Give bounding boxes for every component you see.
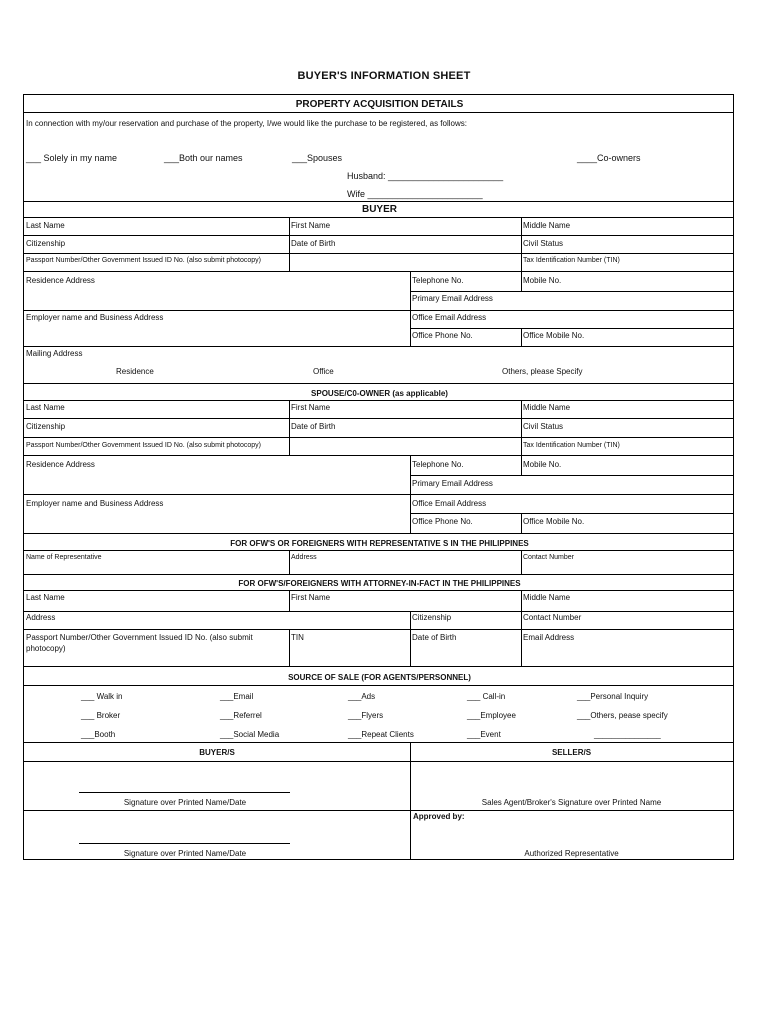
source-others-specify-field[interactable]: _______________	[594, 730, 661, 739]
spouse-office-mobile[interactable]: Office Mobile No.	[523, 517, 585, 526]
buyer-civil-status[interactable]: Civil Status	[523, 239, 564, 248]
attorney-email[interactable]: Email Address	[523, 633, 575, 642]
buyer-middle-name[interactable]: Middle Name	[523, 221, 571, 230]
spouse-tin[interactable]: Tax Identification Number (TIN)	[523, 442, 620, 449]
source-employee[interactable]: ___Employee	[467, 711, 516, 720]
divider	[24, 629, 733, 630]
divider	[24, 383, 733, 384]
page-title: BUYER'S INFORMATION SHEET	[297, 70, 471, 82]
buyer-signature-line-2[interactable]	[79, 843, 290, 844]
mailing-option-others[interactable]: Others, please Specify	[502, 367, 583, 376]
source-others[interactable]: ___Others, pease specify	[577, 711, 668, 720]
attorney-citizenship[interactable]: Citizenship	[412, 613, 452, 622]
mailing-option-office[interactable]: Office	[313, 367, 334, 376]
divider	[24, 271, 733, 272]
divider	[410, 271, 411, 346]
divider	[521, 513, 522, 533]
section-header-source: SOURCE OF SALE (FOR AGENTS/PERSONNEL)	[288, 673, 471, 682]
agent-signature-label: Sales Agent/Broker's Signature over Printed Name	[481, 798, 662, 807]
divider	[24, 112, 733, 113]
representative-contact[interactable]: Contact Number	[523, 554, 574, 561]
buyer-dob[interactable]: Date of Birth	[291, 239, 336, 248]
sellers-header: SELLER/S	[551, 748, 592, 757]
buyer-tin[interactable]: Tax Identification Number (TIN)	[523, 257, 620, 264]
buyer-signature-label-2: Signature over Printed Name/Date	[123, 849, 247, 858]
divider	[24, 574, 733, 575]
divider	[410, 328, 733, 329]
source-repeat-clients[interactable]: ___Repeat Clients	[348, 730, 414, 739]
divider	[24, 494, 733, 495]
divider	[24, 666, 733, 667]
husband-field[interactable]: Husband: _______________________	[347, 171, 504, 181]
buyer-information-form	[23, 94, 734, 860]
divider	[521, 611, 522, 629]
divider	[24, 685, 733, 686]
representative-name[interactable]: Name of Representative	[26, 554, 102, 561]
divider	[24, 455, 733, 456]
spouse-residence[interactable]: Residence Address	[26, 460, 95, 469]
authorized-representative-label: Authorized Representative	[524, 849, 619, 858]
source-booth[interactable]: ___Booth	[81, 730, 116, 739]
divider	[289, 590, 290, 611]
divider	[521, 271, 522, 291]
option-co-owners[interactable]: ____Co-owners	[577, 153, 641, 163]
buyer-signature-line-1[interactable]	[79, 792, 290, 793]
attorney-contact[interactable]: Contact Number	[523, 613, 582, 622]
spouse-office-email[interactable]: Office Email Address	[412, 499, 487, 508]
option-solely[interactable]: ___ Solely in my name	[26, 153, 118, 163]
divider	[289, 550, 290, 574]
buyer-office-email[interactable]: Office Email Address	[412, 313, 487, 322]
spouse-passport[interactable]: Passport Number/Other Government Issued ID No. (also submit photocopy)	[26, 442, 261, 449]
divider	[24, 346, 733, 347]
spouse-office-phone[interactable]: Office Phone No.	[412, 517, 473, 526]
buyer-citizenship[interactable]: Citizenship	[26, 239, 66, 248]
attorney-dob[interactable]: Date of Birth	[412, 633, 457, 642]
divider	[410, 475, 733, 476]
option-both[interactable]: ___Both our names	[164, 153, 243, 163]
acquisition-intro: In connection with my/our reservation and purchase of the property, I/we would like the purchase to be registered, as follows:	[26, 119, 467, 128]
spouse-mobile[interactable]: Mobile No.	[523, 460, 562, 469]
attorney-tin[interactable]: TIN	[291, 633, 304, 642]
divider	[521, 550, 522, 574]
divider	[24, 235, 733, 236]
attorney-passport[interactable]: Passport Number/Other Government Issued ID No. (also submit	[26, 633, 253, 642]
divider	[410, 513, 733, 514]
buyer-mailing: Mailing Address	[26, 349, 83, 358]
divider	[24, 201, 733, 202]
section-header-buyer: BUYER	[361, 204, 397, 215]
attorney-passport-cont: photocopy)	[26, 644, 66, 653]
divider	[521, 400, 522, 455]
spouse-telephone[interactable]: Telephone No.	[412, 460, 464, 469]
divider	[521, 629, 522, 666]
buyer-office-mobile[interactable]: Office Mobile No.	[523, 331, 585, 340]
spouse-middle-name[interactable]: Middle Name	[523, 403, 571, 412]
divider	[521, 217, 522, 271]
option-spouses[interactable]: ___Spouses	[292, 153, 343, 163]
source-broker[interactable]: ___ Broker	[81, 711, 121, 720]
attorney-middle-name[interactable]: Middle Name	[523, 593, 571, 602]
section-header-attorney: FOR OFW'S/FOREIGNERS WITH ATTORNEY-IN-FACT IN THE PHILIPPINES	[238, 579, 521, 588]
spouse-civil-status[interactable]: Civil Status	[523, 422, 564, 431]
source-call-in[interactable]: ___ Call-in	[467, 692, 506, 701]
source-event[interactable]: ___Event	[467, 730, 501, 739]
buyer-residence[interactable]: Residence Address	[26, 276, 95, 285]
divider	[24, 310, 733, 311]
divider	[410, 455, 411, 533]
representative-address[interactable]: Address	[291, 554, 317, 561]
divider	[24, 437, 733, 438]
divider	[24, 550, 733, 551]
source-walk-in[interactable]: ___ Walk in	[81, 692, 123, 701]
divider	[521, 590, 522, 611]
divider	[24, 742, 733, 743]
divider	[24, 533, 733, 534]
divider	[289, 629, 290, 666]
divider	[24, 810, 733, 811]
divider	[24, 217, 733, 218]
buyer-telephone[interactable]: Telephone No.	[412, 276, 464, 285]
buyer-first-name[interactable]: First Name	[291, 221, 331, 230]
divider	[24, 611, 733, 612]
divider	[24, 418, 733, 419]
source-personal-inquiry[interactable]: ___Personal Inquiry	[577, 692, 649, 701]
spouse-last-name[interactable]: Last Name	[26, 403, 65, 412]
buyer-mobile[interactable]: Mobile No.	[523, 276, 562, 285]
attorney-first-name[interactable]: First Name	[291, 593, 331, 602]
source-ads[interactable]: ___Ads	[348, 692, 376, 701]
source-email[interactable]: ___Email	[220, 692, 254, 701]
buyer-primary-email[interactable]: Primary Email Address	[412, 294, 493, 303]
spouse-dob[interactable]: Date of Birth	[291, 422, 336, 431]
mailing-option-residence[interactable]: Residence	[116, 367, 154, 376]
buyer-signature-label-1: Signature over Printed Name/Date	[123, 798, 247, 807]
spouse-employer[interactable]: Employer name and Business Address	[26, 499, 164, 508]
divider	[410, 629, 411, 666]
buyer-employer[interactable]: Employer name and Business Address	[26, 313, 164, 322]
spouse-primary-email[interactable]: Primary Email Address	[412, 479, 493, 488]
divider	[289, 400, 290, 455]
divider	[24, 253, 733, 254]
section-header-representative: FOR OFW'S OR FOREIGNERS WITH REPRESENTATIVE S IN THE PHILIPPINES	[230, 539, 529, 548]
source-referrel[interactable]: ___Referrel	[220, 711, 262, 720]
divider	[24, 761, 733, 762]
buyer-passport[interactable]: Passport Number/Other Government Issued ID No. (also submit photocopy)	[26, 257, 261, 264]
divider	[24, 400, 733, 401]
spouse-citizenship[interactable]: Citizenship	[26, 422, 66, 431]
attorney-last-name[interactable]: Last Name	[26, 593, 65, 602]
wife-field[interactable]: Wife _______________________	[347, 189, 483, 199]
divider	[289, 217, 290, 271]
section-header-acquisition: PROPERTY ACQUISITION DETAILS	[295, 99, 464, 110]
source-flyers[interactable]: ___Flyers	[348, 711, 384, 720]
approved-by-label: Approved by:	[413, 812, 465, 821]
buyers-header: BUYER/S	[199, 748, 235, 757]
divider	[24, 590, 733, 591]
divider	[521, 455, 522, 475]
spouse-first-name[interactable]: First Name	[291, 403, 331, 412]
divider	[521, 328, 522, 346]
divider	[410, 611, 411, 629]
attorney-address[interactable]: Address	[26, 613, 56, 622]
buyer-office-phone[interactable]: Office Phone No.	[412, 331, 473, 340]
section-header-spouse: SPOUSE/C0-OWNER (as applicable)	[311, 389, 448, 398]
divider	[410, 291, 733, 292]
source-social-media[interactable]: ___Social Media	[220, 730, 280, 739]
buyer-last-name[interactable]: Last Name	[26, 221, 65, 230]
